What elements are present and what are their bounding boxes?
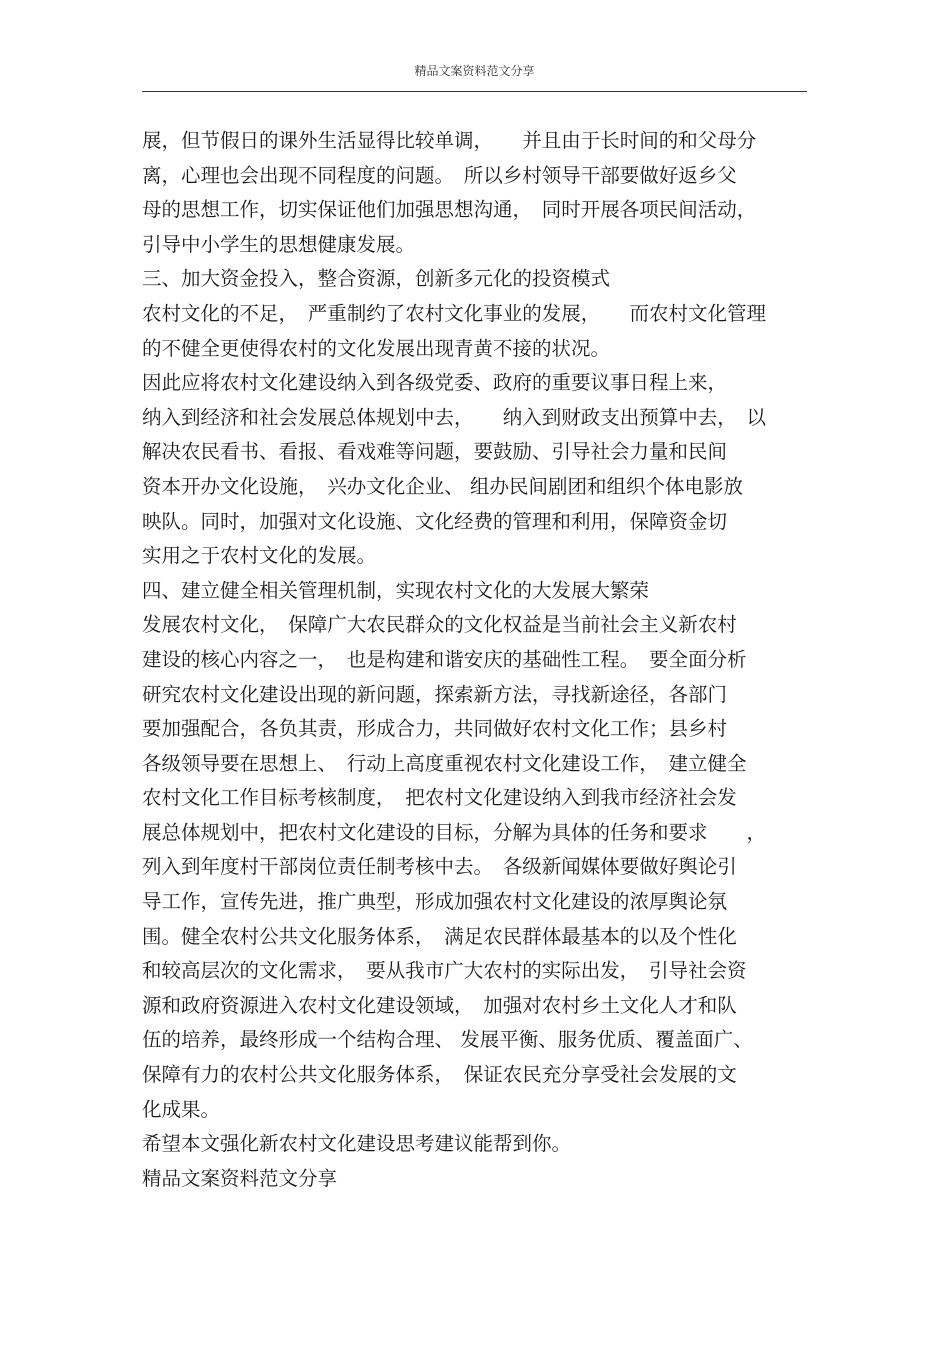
text-line: 源和政府资源进入农村文化建设领域， 加强对农村乡土文化人才和队 (142, 993, 737, 1017)
header-divider (142, 91, 807, 92)
text-line: 母的思想工作，切实保证他们加强思想沟通， 同时开展各项民间活动， (142, 198, 757, 222)
text-line: 保障有力的农村公共文化服务体系， 保证农民充分享受社会发展的文 (142, 1063, 737, 1087)
section-heading: 三、加大资金投入，整合资源，创新多元化的投资模式 (142, 267, 611, 291)
text-line: 和较高层次的文化需求， 要从我市广大农村的实际出发， 引导社会资 (142, 959, 747, 983)
text-line: 离，心理也会出现不同程度的问题。 所以乡村领导干部要做好返乡父 (142, 163, 737, 187)
text-line: 实用之于农村文化的发展。 (142, 544, 377, 568)
text-line: 展，但节假日的课外生活显得比较单调， 并且由于长时间的和父母分 (142, 129, 757, 152)
body-text (142, 124, 812, 1196)
text-line: 的不健全更使得农村的文化发展出现青黄不接的状况。 (142, 336, 611, 360)
text-line: 化成果。 (142, 1097, 221, 1121)
text-line: 引导中小学生的思想健康发展。 (142, 232, 416, 256)
text-line: 解决农民看书、看报、看戏难等问题，要鼓励、引导社会力量和民间 (142, 440, 728, 464)
text-line: 要加强配合，各负其责，形成合力，共同做好农村文化工作；县乡村 (142, 717, 728, 741)
footer-text: 精品文案资料范文分享 (142, 1166, 338, 1190)
text-line: 展总体规划中，把农村文化建设的目标，分解为具体的任务和要求 ， (142, 820, 767, 844)
text-line: 导工作，宣传先进，推广典型，形成加强农村文化建设的浓厚舆论氛 (142, 890, 728, 914)
text-line: 映队。同时，加强对文化设施、文化经费的管理和利用，保障资金切 (142, 509, 728, 533)
text-line: 围。健全农村公共文化服务体系， 满足农民群体最基本的以及个性化 (142, 924, 737, 948)
section-heading: 四、建立健全相关管理机制，实现农村文化的大发展大繁荣 (142, 578, 650, 602)
text-line: 资本开办文化设施， 兴办文化企业、 组办民间剧团和组织个体电影放 (142, 474, 743, 498)
text-line: 农村文化的不足， 严重制约了农村文化事业的发展， 而农村文化管理 (142, 301, 767, 325)
text-line: 纳入到经济和社会发展总体规划中去， 纳入到财政支出预算中去， 以 (142, 405, 767, 429)
text-line: 因此应将农村文化建设纳入到各级党委、政府的重要议事日程上来， (142, 371, 728, 395)
page-header-title: 精品文案资料范文分享 (414, 64, 535, 78)
text-line: 研究农村文化建设出现的新问题，探索新方法，寻找新途径，各部门 (142, 682, 728, 706)
text-line: 农村文化工作目标考核制度， 把农村文化建设纳入到我市经济社会发 (142, 786, 737, 810)
text-line: 建设的核心内容之一， 也是构建和谐安庆的基础性工程。 要全面分析 (142, 647, 747, 671)
text-line: 各级领导要在思想上、 行动上高度重视农村文化建设工作， 建立健全 (142, 751, 747, 775)
text-line: 列入到年度村干部岗位责任制考核中去。 各级新闻媒体要做好舆论引 (142, 855, 737, 879)
closing-line: 希望本文强化新农村文化建设思考建议能帮到你。 (142, 1132, 572, 1156)
text-line: 伍的培养，最终形成一个结构合理、 发展平衡、服务优质、覆盖面广、 (142, 1028, 753, 1052)
text-line: 发展农村文化， 保障广大农民群众的文化权益是当前社会主义新农村 (142, 613, 737, 637)
